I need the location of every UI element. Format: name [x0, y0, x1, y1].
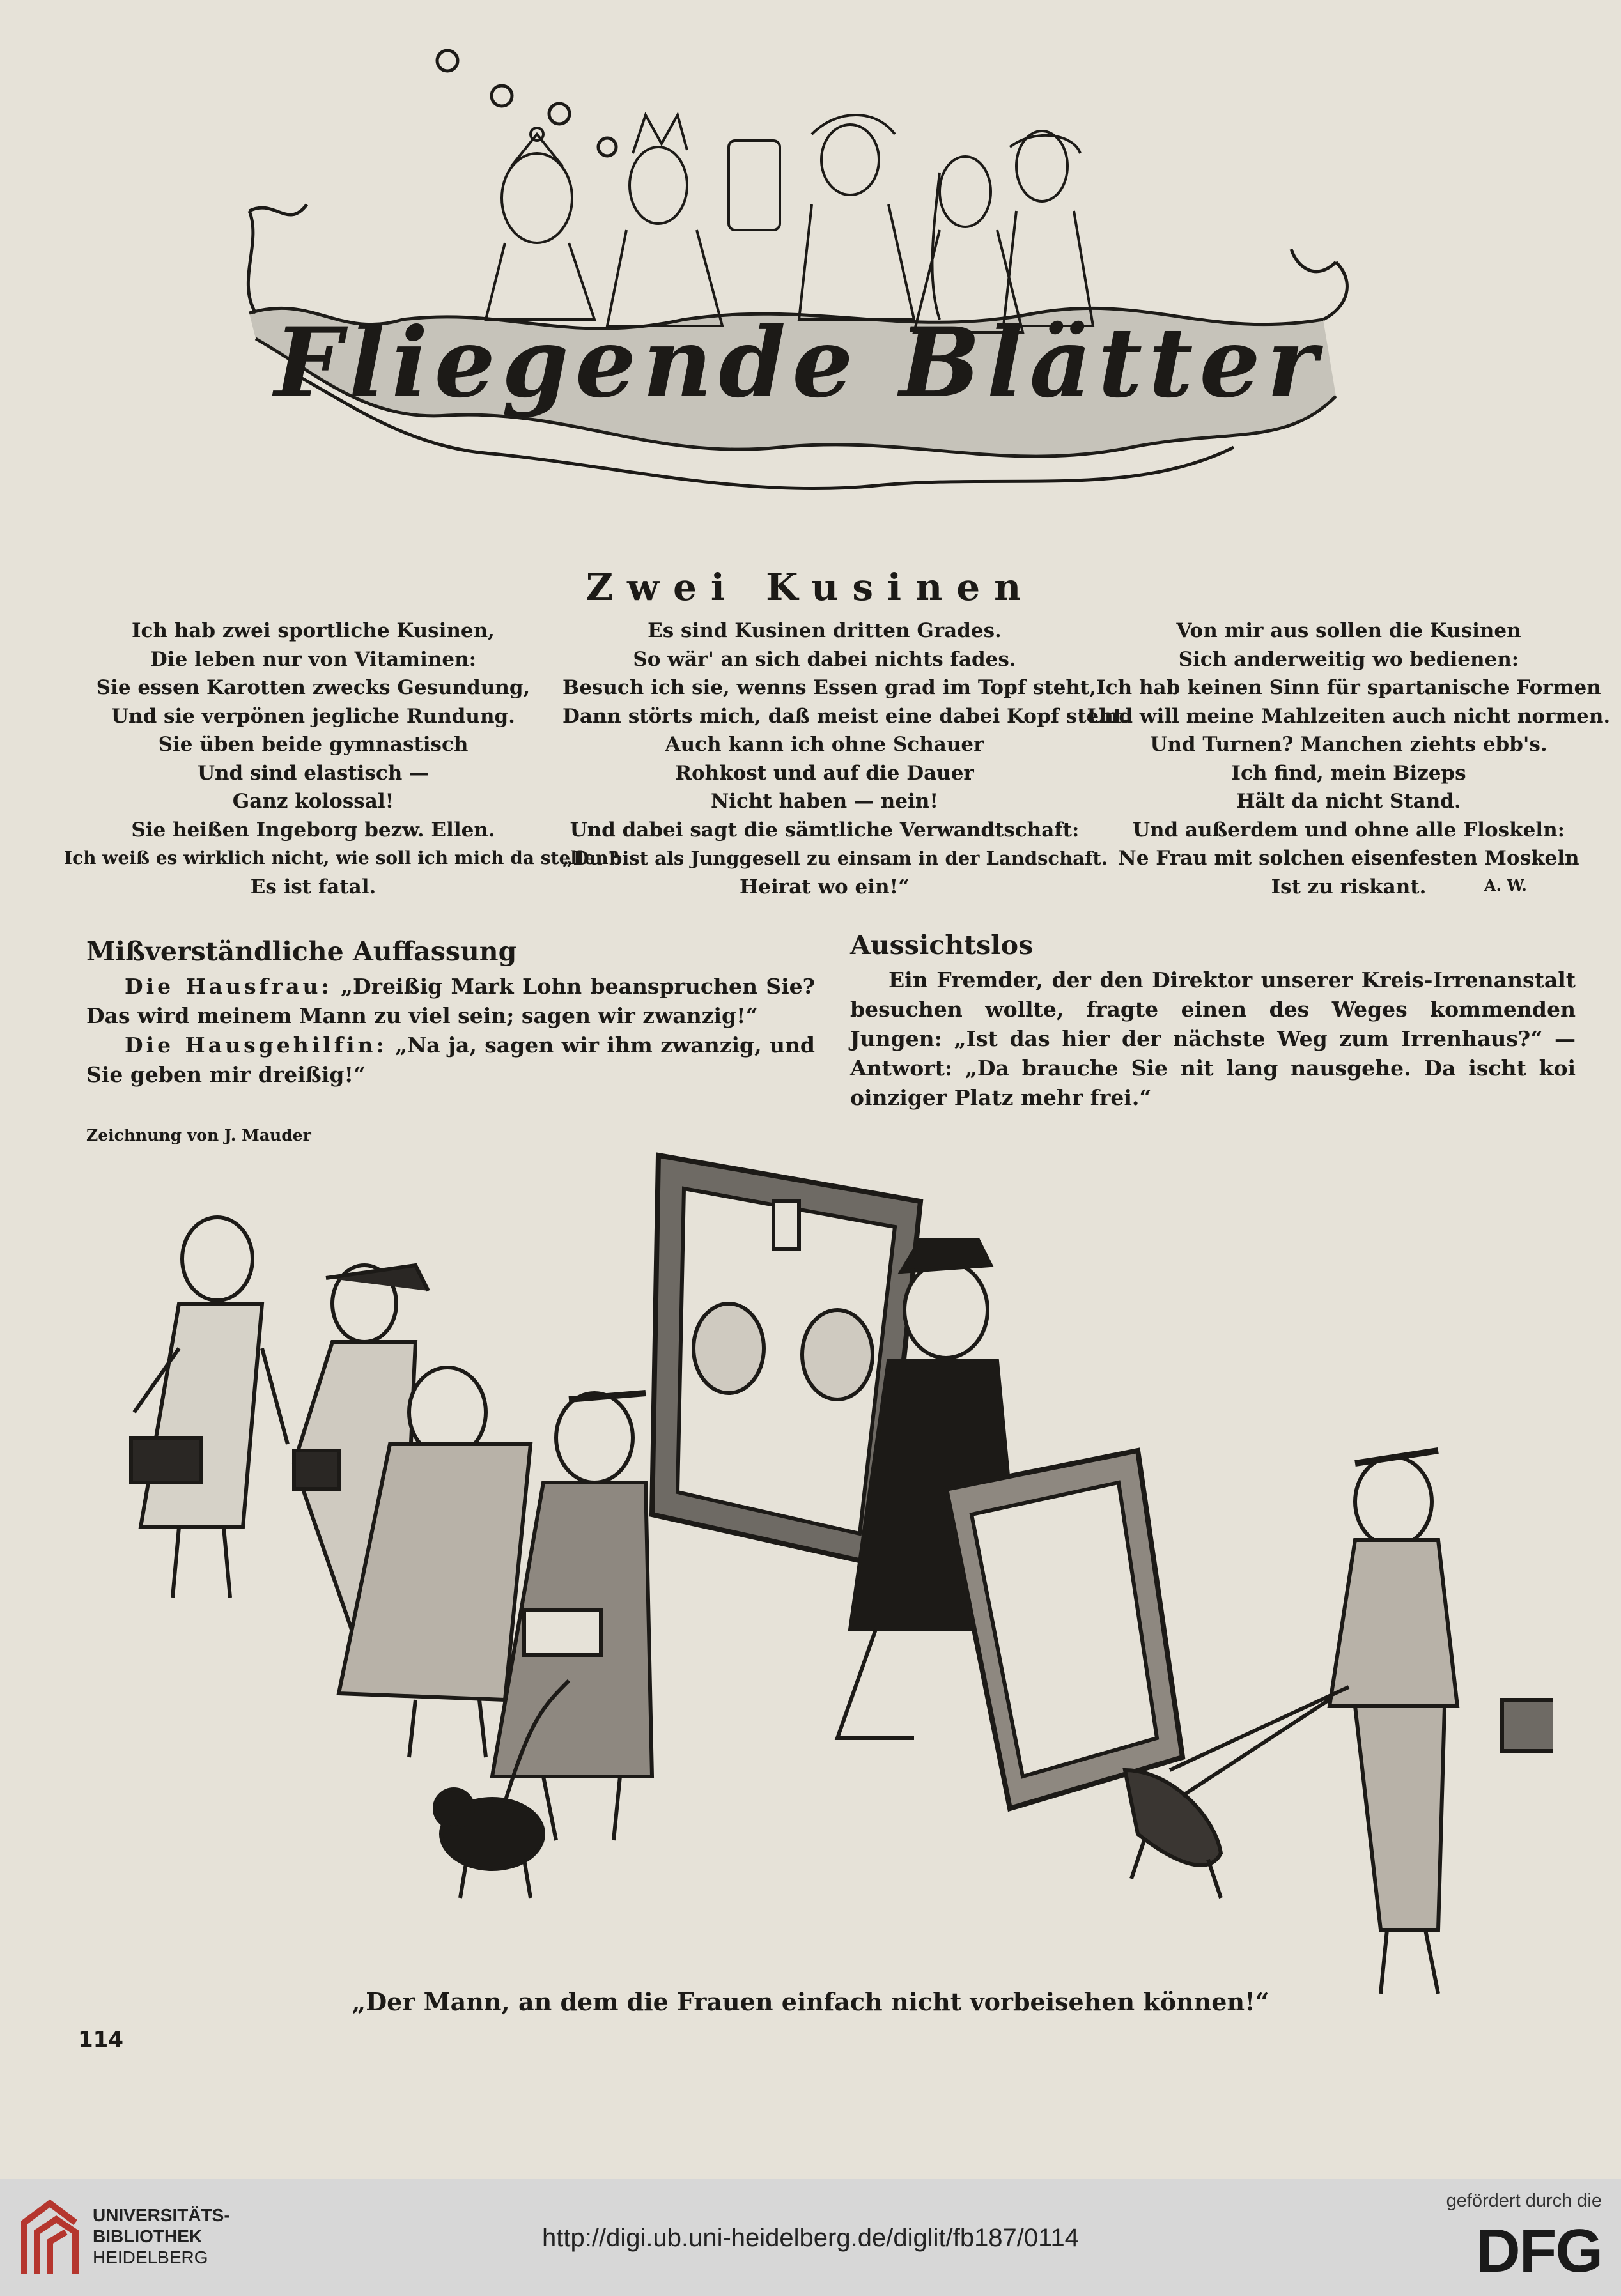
poem-line: Und dabei sagt die sämtliche Verwandtschaft:: [570, 818, 1080, 842]
poem-line: Hält da nicht Stand.: [1236, 790, 1461, 813]
poem-line: „Du bist als Junggesell zu einsam in der Landschaft.: [562, 847, 1108, 869]
woman-figure: [131, 1217, 288, 1598]
speaker-hausgehilfin: Die Hausgehilfin:: [125, 1033, 387, 1058]
poem-column-1: [64, 617, 619, 901]
permalink-url[interactable]: http://digi.ub.uni-heidelberg.de/diglit/fb187/0114: [542, 2224, 1079, 2252]
cartoon-caption: „Der Mann, an dem die Frauen einfach nicht vorbeisehen können!“: [352, 1987, 1269, 2016]
story-right-text: Ein Fremder, der den Direktor unserer Kreis-Irrenanstalt besuchen wollte, fragte einen des Weges kommenden Jungen: „Ist das hier der nächste Weg zum Irrenhaus?“ — Antwort: „Da brauche Sie nit lang nausgehe. Da ischt koi oinziger Platz mehr frei.“: [850, 967, 1576, 1110]
poem-line: Auch kann ich ohne Schauer: [665, 733, 984, 756]
poem-line: Ich hab keinen Sinn für spartanische Formen: [1096, 676, 1601, 699]
poem-line: Und will meine Mahlzeiten auch nicht normen.: [1087, 704, 1611, 728]
poem-line: Rohkost und auf die Dauer: [675, 761, 974, 785]
masthead-illustration: [237, 38, 1361, 524]
poem-line: Heirat wo ein!“: [740, 875, 910, 898]
poem-line: Es ist fatal.: [250, 875, 376, 898]
dfg-logo[interactable]: DFG: [1476, 2217, 1602, 2285]
drawing-credit: Zeichnung von J. Mauder: [86, 1126, 311, 1144]
poem-line: Es sind Kusinen dritten Grades.: [648, 619, 1002, 642]
page-number: 114: [78, 2027, 123, 2053]
poem-line: Nicht haben — nein!: [711, 790, 938, 813]
poem-line: Ich weiß es wirklich nicht, wie soll ich mich da stellen?: [64, 847, 619, 868]
poem-line: Sich anderweitig wo bedienen:: [1178, 647, 1519, 671]
poem-line: Die leben nur von Vitaminen:: [150, 647, 477, 671]
masthead-title: Fliegende Blätter: [274, 307, 1324, 419]
poem-line: Dann störts mich, daß meist eine dabei Kopf steht.: [562, 704, 1129, 728]
speaker-hausfrau: Die Hausfrau:: [125, 974, 332, 999]
poem-line: Sie üben beide gymnastisch: [158, 733, 469, 756]
story-left-title: Mißverständliche Auffassung: [86, 936, 517, 967]
funded-by-label: gefördert durch die: [1446, 2191, 1602, 2211]
poem-signature: A. W.: [1484, 876, 1527, 895]
poem-line: Und Turnen? Manchen ziehts ebb's.: [1150, 733, 1547, 756]
story-left-text: Die Hausfrau: „Dreißig Mark Lohn beanspruchen Sie? Das wird meinem Mann zu viel sein; sagen wir zwanzig!“ Die Hausgehilfin: „Na ja, sagen wir ihm zwanzig, und Sie geben mir dreißig!“: [86, 974, 816, 1087]
poem-line: Besuch ich sie, wenns Essen grad im Topf steht,: [562, 676, 1097, 699]
story-right-title: Aussichtslos: [850, 930, 1034, 960]
poem-line: Ist zu riskant.: [1271, 875, 1427, 898]
poem-line: Von mir aus sollen die Kusinen: [1176, 619, 1521, 642]
poem-line: Ne Frau mit solchen eisenfesten Moskeln: [1118, 847, 1579, 870]
poem-line: Und außerdem und ohne alle Floskeln:: [1132, 818, 1565, 842]
poem-line: So wär' an sich dabei nichts fades.: [633, 647, 1016, 671]
cartoon-illustration: [83, 1144, 1553, 2000]
poem-column-3: [1087, 617, 1611, 901]
poem-column-2: [562, 617, 1129, 901]
poem-title: Zwei Kusinen: [586, 566, 1035, 609]
woman-figure: [1170, 1451, 1553, 1994]
poem-line: Und sind elastisch —: [197, 761, 430, 785]
poem-line: Sie essen Karotten zwecks Gesundung,: [96, 676, 531, 699]
poem-line: Und sie verpönen jegliche Rundung.: [111, 704, 515, 728]
poem-line: Ganz kolossal!: [232, 790, 394, 813]
story-left: [86, 936, 815, 1090]
viewer-footer: [0, 2179, 1621, 2296]
university-library-name[interactable]: UNIVERSITÄTS- BIBLIOTHEK HEIDELBERG: [93, 2205, 230, 2267]
picture-frame: [946, 1451, 1183, 1808]
poem-line: Ich hab zwei sportliche Kusinen,: [132, 619, 495, 642]
poem-line: Sie heißen Ingeborg bezw. Ellen.: [131, 818, 495, 842]
poem-line: Ich find, mein Bizeps: [1231, 761, 1466, 785]
story-right: [850, 930, 1576, 1113]
